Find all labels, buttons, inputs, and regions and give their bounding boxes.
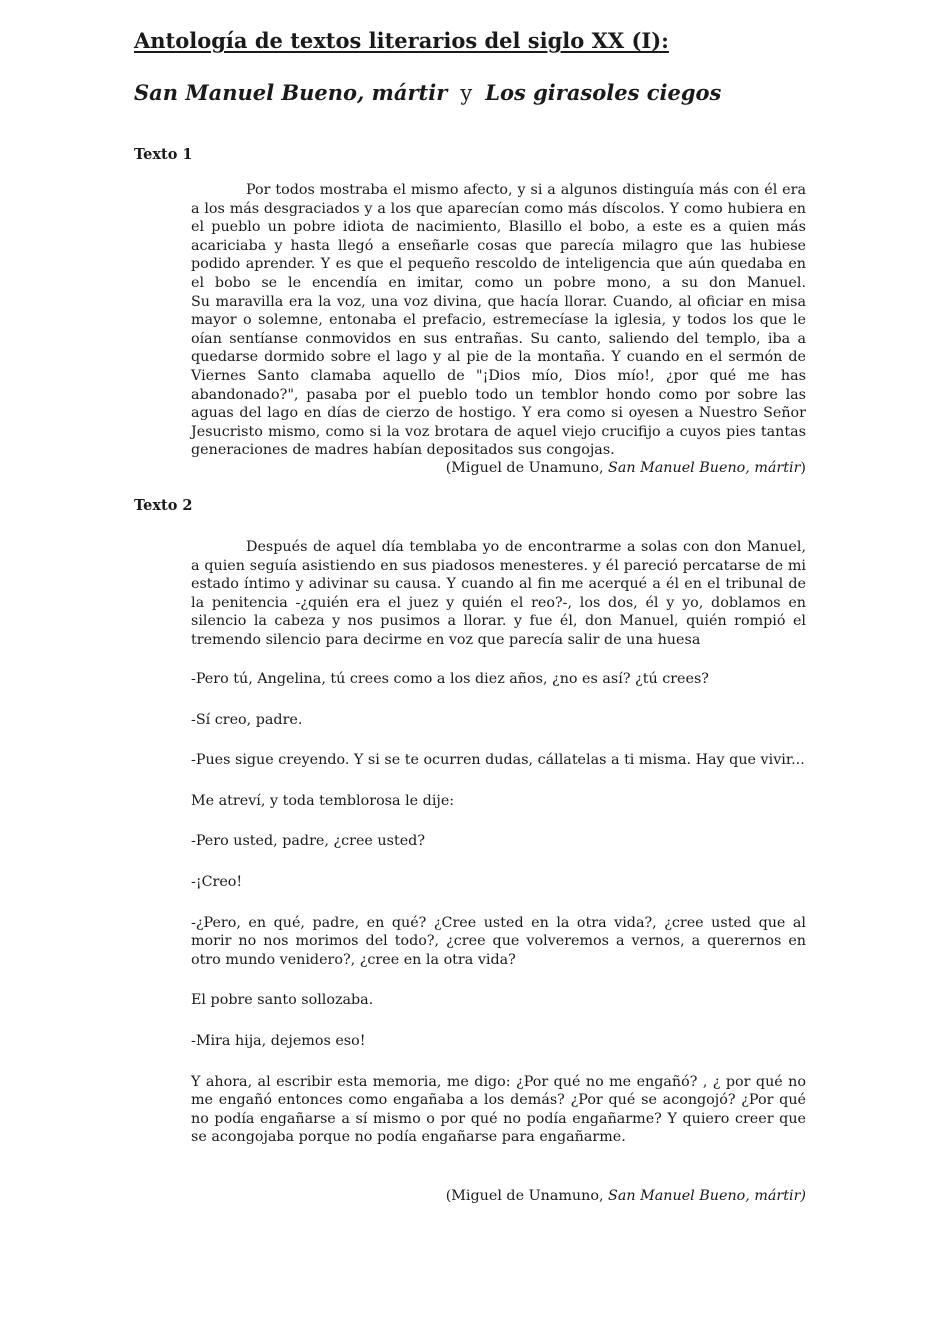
dialog-line: -Pues sigue creyendo. Y si se te ocurren dudas, cállatelas a ti misma. Hay que vivir... [191, 752, 805, 769]
text-2-citation [191, 1187, 806, 1206]
dialog-line: -¡Creo! [191, 873, 243, 890]
citation-author: (Miguel de Unamuno, [445, 460, 604, 476]
text-1-heading: Texto 1 [134, 146, 193, 163]
text-2-intro [191, 538, 806, 650]
dialog-line: Me atreví, y toda temblorosa le dije: [191, 792, 455, 809]
subtitle-work-1: San Manuel Bueno, mártir [134, 80, 448, 105]
text-1-citation [191, 459, 806, 478]
citation-work: San Manuel Bueno, mártir) [608, 1188, 806, 1204]
text-1-paragraph-1: Por todos mostraba el mismo afecto, y si a algunos distinguía más con él era a los más desgraciados y a los que aparecían como más díscolos. Y como hubiera en el pueblo un pobre idiota de nacimiento, Blasillo el bobo, a este es a quien más acariciaba y hasta llegó a enseñarle cosas que parecía milagro que las hubiese podido aprender. Y es que el pequeño rescoldo de inteligencia que aún quedaba en el bobo se le encendía en imitar, como un pobre mono, a su don Manuel. [191, 182, 806, 291]
subtitle-work-2: Los girasoles ciegos [485, 80, 722, 105]
text-1-paragraph-2: Su maravilla era la voz, una voz divina, que hacía llorar. Cuando, al oficiar en misa mayor o solemne, entonaba el prefacio, estremecíase la iglesia, y todos los que le oían sentíanse conmovidos en sus entrañas. Su canto, saliendo del templo, iba a quedarse dormido sobre el lago y al pie de la montaña. Y cuando en el sermón de Viernes Santo clamaba aquello de "¡Dios mío, Dios mío!, ¿por qué me has abandonado?", pasaba por el pueblo todo un temblor hondo como por sobre las aguas del lago en días de cierzo de hostigo. Y era como si oyesen a Nuestro Señor Jesucristo mismo, como si la voz brotara de aquel viejo crucifijo a cuyos pies tantas generaciones de madres habían depositados sus congojas. [191, 293, 806, 459]
citation-work: San Manuel Bueno, mártir [608, 460, 801, 476]
subtitle-conjunction: y [460, 81, 473, 105]
dialog-line: -Pero usted, padre, ¿cree usted? [191, 833, 425, 850]
dialog-line: -Pero tú, Angelina, tú crees como a los diez años, ¿no es así? ¿tú crees? [191, 671, 709, 687]
page-subtitle [134, 80, 721, 105]
dialog-line: El pobre santo sollozaba. [191, 992, 374, 1009]
citation-author: (Miguel de Unamuno, [445, 1188, 604, 1204]
text-2-dialog [191, 670, 806, 1147]
dialog-line: -Sí creo, padre. [191, 711, 303, 728]
text-2-heading: Texto 2 [134, 497, 193, 514]
citation-close: ) [800, 460, 806, 476]
dialog-line: -¿Pero, en qué, padre, en qué? ¿Cree usted en la otra vida?, ¿cree usted que al morir no nos morimos del todo?, ¿cree que volveremos a vernos, a querernos en otro mundo venidero?, ¿cree en la otra vida? [191, 914, 806, 968]
page-title: Antología de textos literarios del siglo XX (I): [134, 28, 669, 53]
dialog-line: -Mira hija, dejemos eso! [191, 1032, 366, 1049]
text-2-intro-paragraph: Después de aquel día temblaba yo de encontrarme a solas con don Manuel, a quien seguía asistiendo en sus piadosos menesteres. y él pareció percatarse de mi estado íntimo y adivinar su causa. Y cuando al fin me acerqué a él en el tribunal de la penitencia -¿quién era el juez y quién el reo?-, los dos, él y yo, doblamos en silencio la cabeza y nos pusimos a llorar. y fue él, don Manuel, quién rompió el tremendo silencio para decirme en voz que parecía salir de una huesa [191, 539, 806, 648]
text-1-body [191, 181, 806, 460]
dialog-line: Y ahora, al escribir esta memoria, me digo: ¿Por qué no me engañó? , ¿ por qué no me engañó entonces como engañaba a los demás? ¿Por qué se acongojó? ¿Por qué no podía engañarse a sí mismo o por qué no podía engañarme? Y quiero creer que se acongojaba porque no podía engañarse para engañarme. [191, 1073, 806, 1146]
